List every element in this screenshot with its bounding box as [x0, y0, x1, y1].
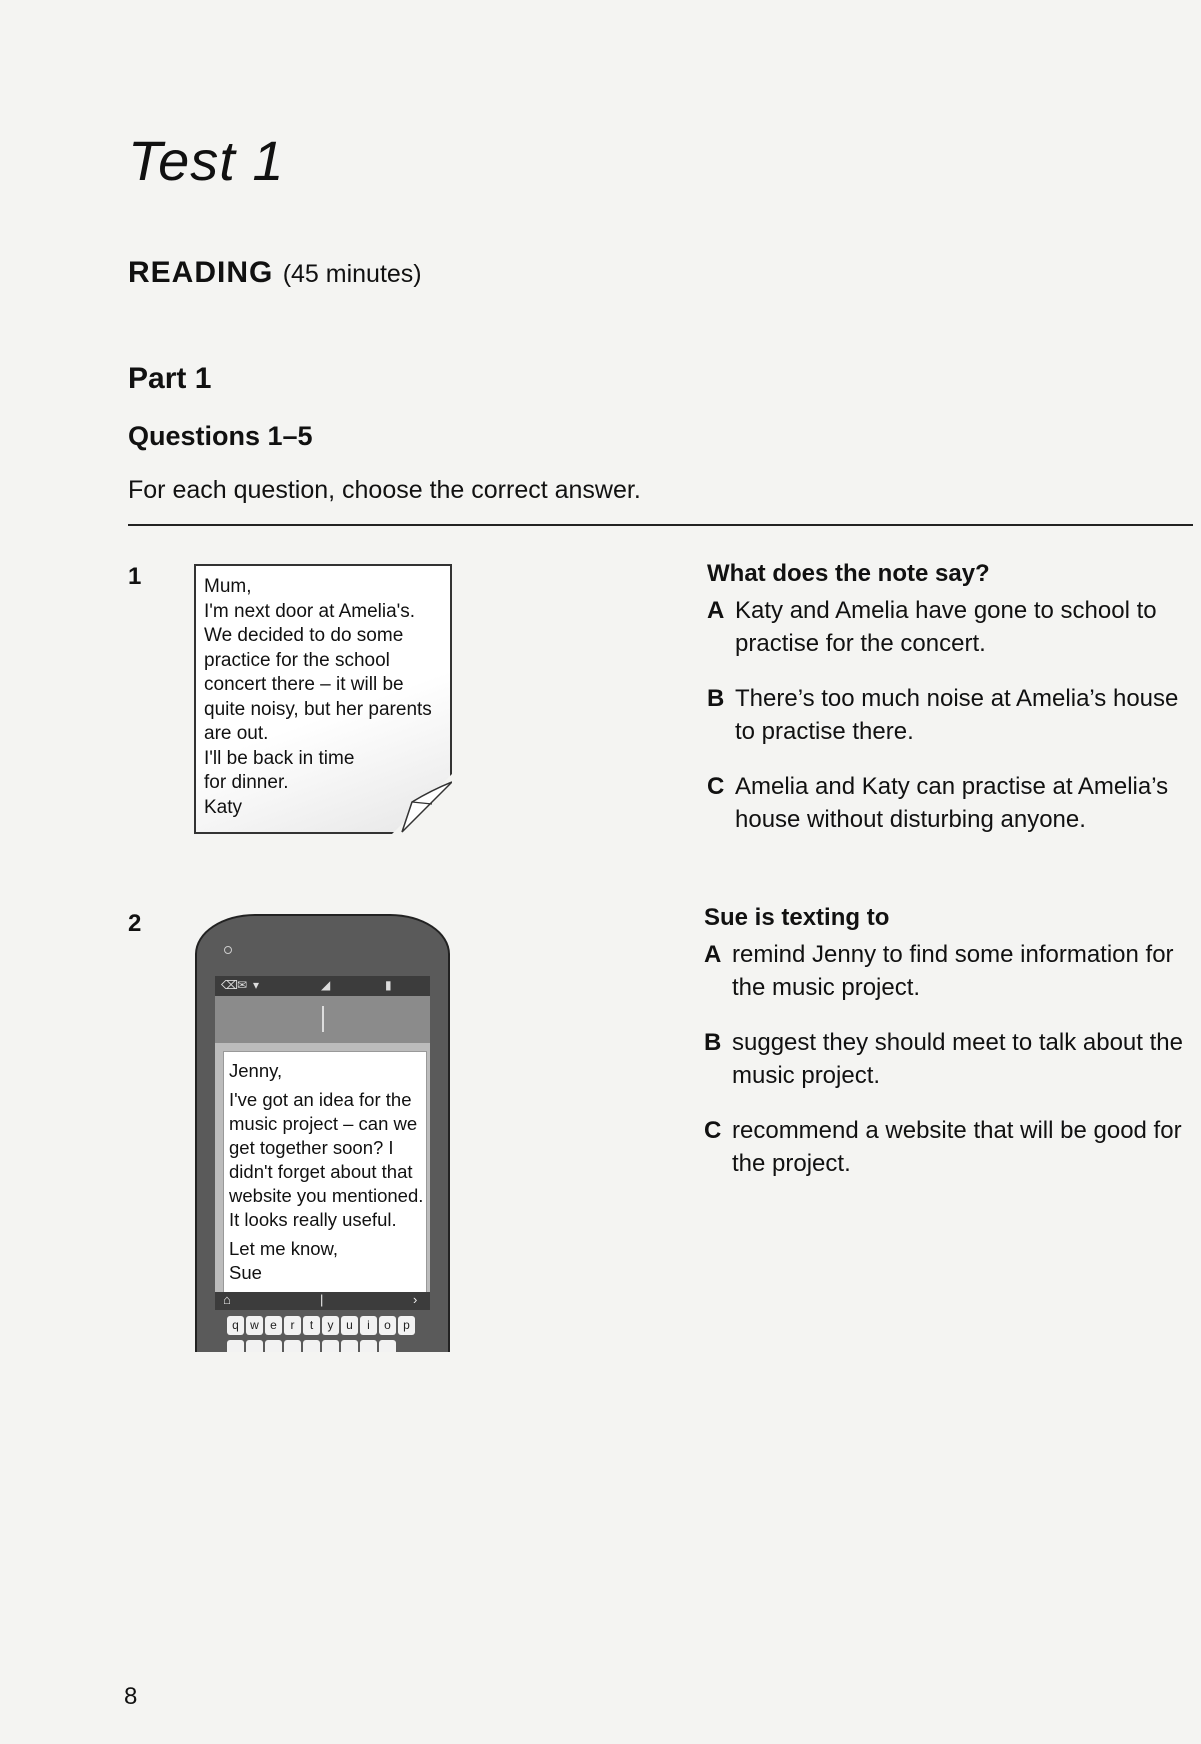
divider-icon: |: [320, 1292, 324, 1307]
note-line: practice for the school: [204, 649, 390, 671]
option-text: Amelia and Katy can practise at Amelia’s house without disturbing anyone.: [735, 773, 1169, 833]
key-p: p: [398, 1316, 415, 1335]
note-line: are out.: [204, 723, 269, 744]
note-line: Katy: [204, 796, 243, 818]
section-heading: [128, 256, 422, 290]
page-number: 8: [124, 1683, 138, 1710]
battery-icon: ▮: [385, 978, 392, 992]
camera-icon: [224, 946, 232, 954]
note-line: concert there – it will be: [204, 674, 404, 695]
message-line: Let me know,: [229, 1238, 339, 1259]
option-text: recommend a website that will be good for the project.: [732, 1117, 1182, 1177]
status-bar: [215, 976, 430, 996]
mail-icon: ✉: [237, 978, 248, 992]
question-prompt: What does the note say?: [707, 560, 990, 587]
questions-range: Questions 1–5: [128, 421, 313, 451]
key-u: u: [341, 1316, 358, 1335]
question-number-2: 2: [128, 910, 142, 937]
section-duration: (45 minutes): [282, 260, 422, 288]
key: [265, 1340, 282, 1352]
key-o: o: [379, 1316, 396, 1335]
option-letter: A: [704, 941, 722, 968]
note-line: We decided to do some: [204, 625, 404, 646]
option-text: remind Jenny to find some information for the music project.: [732, 941, 1174, 1001]
wifi-icon: ▾: [253, 978, 260, 992]
message-line: I've got an idea for the: [229, 1089, 412, 1110]
text-cursor: [322, 1006, 324, 1032]
test-title: Test 1: [128, 129, 285, 192]
option-letter: A: [707, 597, 725, 624]
option-c[interactable]: [707, 770, 1187, 836]
option-a[interactable]: [707, 594, 1187, 660]
home-icon: ⌂: [223, 1292, 231, 1307]
key: [246, 1340, 263, 1352]
option-letter: B: [704, 1029, 722, 1056]
option-letter: B: [707, 685, 725, 712]
key: [379, 1340, 396, 1352]
option-text: suggest they should meet to talk about the music project.: [732, 1029, 1183, 1089]
key: [284, 1340, 301, 1352]
keyboard-row: [227, 1316, 415, 1335]
note-line: for dinner.: [204, 772, 289, 793]
key-y: y: [322, 1316, 339, 1335]
section-name: READING: [128, 256, 274, 289]
key: [341, 1340, 358, 1352]
text-message: [223, 1051, 427, 1301]
note-card: [194, 564, 452, 834]
option-b[interactable]: [704, 1026, 1189, 1092]
message-line: It looks really useful.: [229, 1209, 397, 1230]
key-t: t: [303, 1316, 320, 1335]
app-bar: [215, 996, 430, 1043]
divider: [128, 524, 1193, 526]
key-r: r: [284, 1316, 301, 1335]
keyboard-row-partial: [227, 1340, 396, 1352]
question-number-1: 1: [128, 563, 142, 590]
key: [360, 1340, 377, 1352]
option-b[interactable]: [707, 682, 1187, 748]
part-heading: Part 1: [128, 362, 212, 395]
key: [303, 1340, 320, 1352]
key: [322, 1340, 339, 1352]
instruction-text: For each question, choose the correct answer.: [128, 476, 641, 504]
note-line: I'm next door at Amelia's.: [204, 600, 416, 622]
option-letter: C: [704, 1117, 722, 1144]
question-2-answers: [704, 904, 1189, 1180]
key-e: e: [265, 1316, 282, 1335]
option-c[interactable]: [704, 1114, 1189, 1180]
back-icon: ⌫: [221, 978, 238, 992]
option-a[interactable]: [704, 938, 1189, 1004]
key: [227, 1340, 244, 1352]
option-text: There’s too much noise at Amelia’s house to practise there.: [735, 685, 1179, 745]
chevron-right-icon: ›: [413, 1292, 418, 1307]
signal-icon: ◢: [321, 978, 331, 992]
key-i: i: [360, 1316, 377, 1335]
page-curl-icon: [392, 774, 452, 834]
message-line: get together soon? I: [229, 1137, 394, 1158]
message-line: Jenny,: [229, 1060, 283, 1081]
option-text: Katy and Amelia have gone to school to practise for the concert.: [735, 597, 1157, 657]
key-w: w: [246, 1316, 263, 1335]
message-line: Sue: [229, 1262, 262, 1283]
key-q: q: [227, 1316, 244, 1335]
phone-illustration: [195, 914, 450, 1352]
question-1-answers: [707, 560, 1187, 836]
message-line: website you mentioned.: [229, 1185, 424, 1206]
note-line: I'll be back in time: [204, 747, 355, 769]
note-line: quite noisy, but her parents: [204, 698, 432, 720]
message-line: music project – can we: [229, 1113, 418, 1134]
question-prompt: Sue is texting to: [704, 904, 890, 931]
note-line: Mum,: [204, 576, 252, 597]
option-letter: C: [707, 773, 725, 800]
message-line: didn't forget about that: [229, 1161, 413, 1182]
keyboard-toolbar: [215, 1292, 430, 1310]
